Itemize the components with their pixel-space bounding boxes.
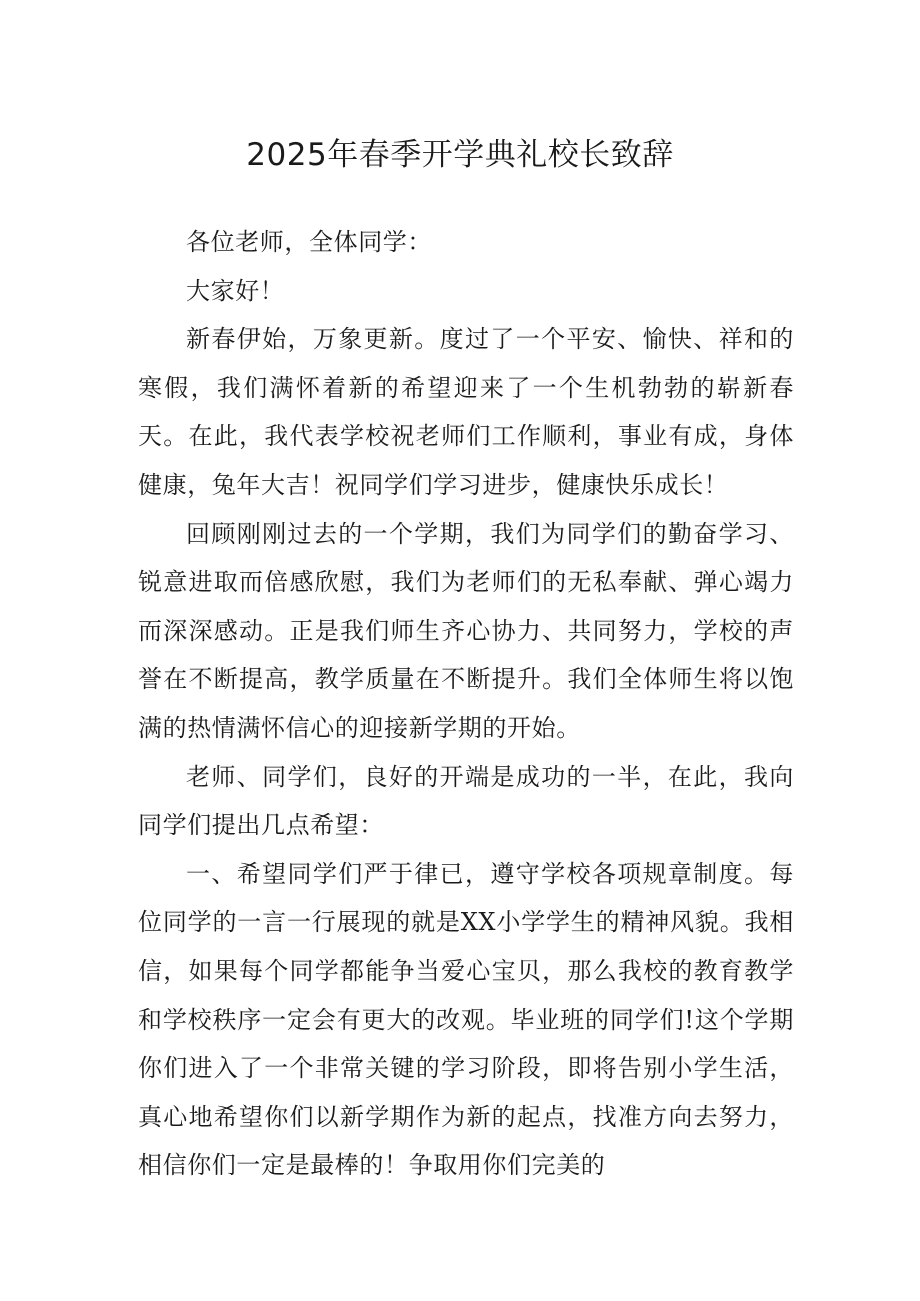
paragraph-hopes-intro: 老师、同学们，良好的开端是成功的一半，在此，我向同学们提出几点希望： <box>138 762 794 840</box>
greeting: 大家好！ <box>186 276 285 305</box>
document-body <box>138 218 794 1190</box>
salutation: 各位老师，全体同学： <box>186 228 432 256</box>
paragraph-new-spring: 新春伊始，万象更新。度过了一个平安、愉快、祥和的寒假，我们满怀着新的希望迎来了一个生机勃勃的崭新春天。在此，我代表学校祝老师们工作顺利，事业有成，身体健康，兔年大吉！祝同学们学习进步，健康快乐成长！ <box>138 325 794 499</box>
paragraph-review: 回顾刚刚过去的一个学期，我们为同学们的勤奋学习、锐意进取而倍感欣慰，我们为老师们的无私奉献、弹心竭力而深深感动。正是我们师生齐心协力、共同努力，学校的声誉在不断提高，教学质量在不断提升。我们全体师生将以饱满的热情满怀信心的迎接新学期的开始。 <box>138 519 794 742</box>
paragraph-hope-one: 一、希望同学们严于律已，遵守学校各项规章制度。每位同学的一言一行展现的就是XX小学学生的精神风貌。我相信，如果每个同学都能争当爱心宝贝，那么我校的教育教学和学校秩序一定会有更大的改观。毕业班的同学们!这个学期你们进入了一个非常关键的学习阶段，即将告别小学生活，真心地希望你们以新学期作为新的起点，找准方向去努力，相信你们一定是最棒的！争取用你们完美的 <box>138 859 794 1180</box>
document-title: 2025年春季开学典礼校长致辞 <box>246 137 674 173</box>
